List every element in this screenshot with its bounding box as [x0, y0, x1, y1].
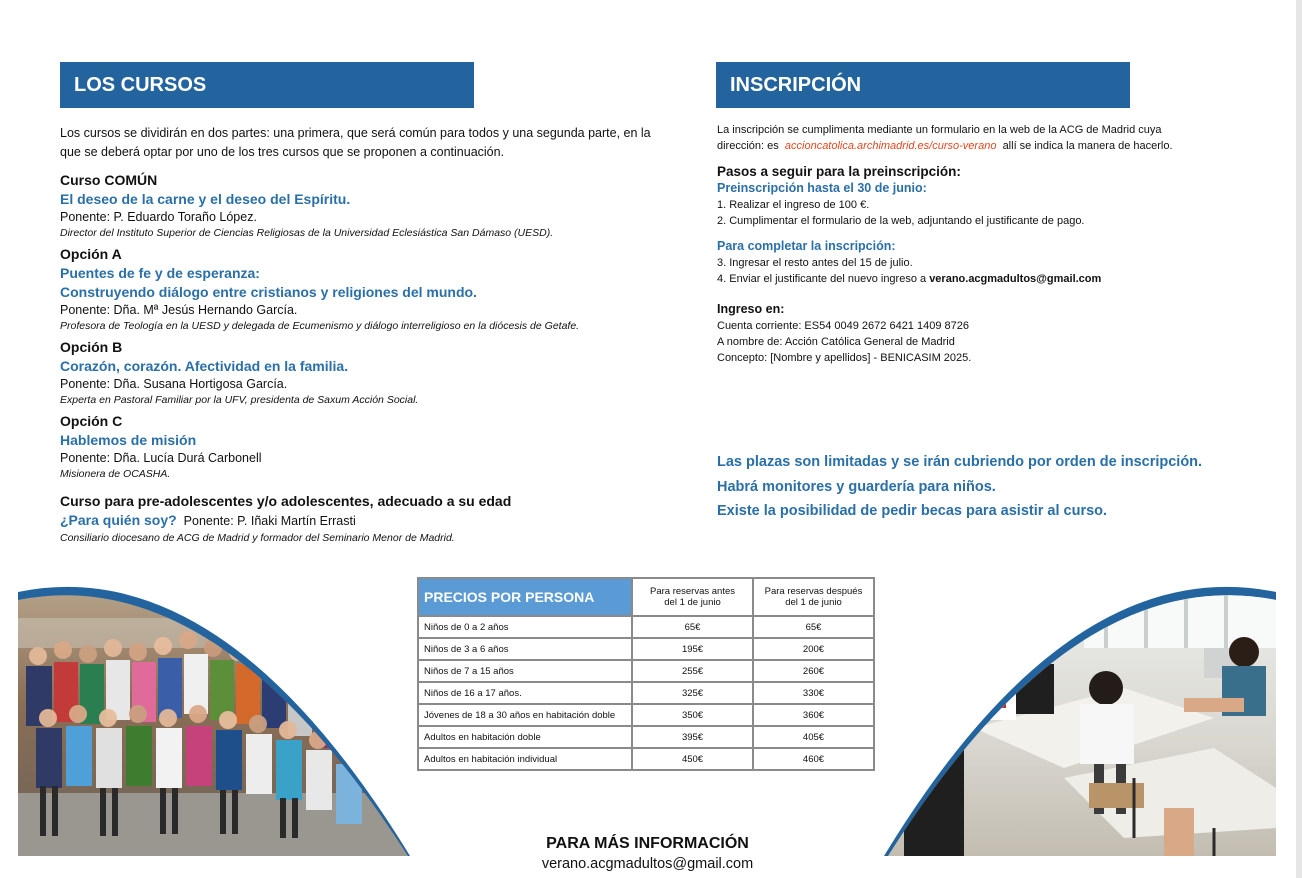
adolescentes-label: Curso para pre-adolescentes y/o adolescentes, adecuado a su edad — [60, 493, 512, 509]
price-after: 200€ — [753, 638, 874, 660]
note-plazas: Las plazas son limitadas y se irán cubriendo por orden de inscripción. — [717, 454, 1203, 470]
opcion-c-ponente: Ponente: Dña. Lucía Durá Carbonell — [60, 451, 262, 465]
comp-step-4-email[interactable]: verano.acgmadultos@gmail.com — [929, 273, 1102, 285]
pasos-title: Pasos a seguir para la preinscripción: — [717, 164, 961, 179]
price-row-label: Adultos en habitación doble — [418, 726, 632, 748]
info-block — [520, 834, 775, 874]
notes-block — [717, 450, 1277, 524]
inscripcion-text2-post: allí se indica la manera de hacerlo. — [1002, 140, 1173, 152]
completar-title: Para completar la inscripción: — [717, 239, 896, 253]
price-after: 65€ — [753, 616, 874, 638]
price-after: 330€ — [753, 682, 874, 704]
classroom-photo — [884, 578, 1276, 858]
info-title: PARA MÁS INFORMACIÓN — [546, 835, 749, 852]
classroom-photo-image — [884, 578, 1276, 858]
opcion-a-title2: Construyendo diálogo entre cristianos y religiones del mundo. — [60, 284, 477, 300]
group-photo-image — [18, 578, 410, 858]
price-after: 405€ — [753, 726, 874, 748]
price-row-label: Niños de 7 a 15 años — [418, 660, 632, 682]
price-row-label: Niños de 0 a 2 años — [418, 616, 632, 638]
price-before: 255€ — [632, 660, 753, 682]
prices-col-after — [753, 578, 874, 616]
prices-col-before-line2: del 1 de junio — [664, 597, 721, 608]
price-before: 395€ — [632, 726, 753, 748]
opcion-a-ponente: Ponente: Dña. Mª Jesús Hernando García. — [60, 303, 298, 317]
concepto: Concepto: [Nombre y apellidos] - BENICASIM 2025. — [717, 352, 972, 364]
opcion-c-label: Opción C — [60, 413, 123, 429]
prices-col-after-line2: del 1 de junio — [785, 597, 842, 608]
prices-header: PRECIOS POR PERSONA — [418, 578, 632, 616]
a-nombre-de: A nombre de: Acción Católica General de Madrid — [717, 336, 955, 348]
opcion-b-ponente: Ponente: Dña. Susana Hortigosa García. — [60, 377, 288, 391]
opcion-a-label: Opción A — [60, 246, 122, 262]
inscripcion-header — [716, 62, 1130, 108]
cursos-section — [60, 124, 660, 550]
page-edge — [1296, 0, 1302, 878]
comp-step-4-text: 4. Enviar el justificante del nuevo ingreso a — [717, 273, 927, 285]
price-after: 460€ — [753, 748, 874, 770]
adolescentes-title: ¿Para quién soy? — [60, 512, 177, 528]
preinscripcion-title: Preinscripción hasta el 30 de junio: — [717, 181, 927, 195]
prices-col-after-line1: Para reservas después — [764, 586, 863, 597]
cursos-header — [60, 62, 474, 108]
ingreso-title: Ingreso en: — [717, 302, 785, 316]
table-row — [418, 638, 874, 660]
price-after: 360€ — [753, 704, 874, 726]
price-before: 325€ — [632, 682, 753, 704]
opcion-b-title: Corazón, corazón. Afectividad en la familia. — [60, 358, 349, 374]
curso-comun-ponente: Ponente: P. Eduardo Toraño López. — [60, 210, 257, 224]
opcion-c-title: Hablemos de misión — [60, 432, 197, 448]
inscripcion-text1: La inscripción se cumplimenta mediante un formulario en la web de la ACG de Madrid cuya — [717, 124, 1162, 136]
prices-header-row — [418, 578, 874, 616]
price-before: 65€ — [632, 616, 753, 638]
curso-comun-label: Curso COMÚN — [60, 172, 158, 188]
adolescentes-cargo: Consiliario diocesano de ACG de Madrid y formador del Seminario Menor de Madrid. — [60, 532, 455, 544]
price-row-label: Niños de 16 a 17 años. — [418, 682, 632, 704]
adolescentes-ponente: Ponente: P. Iñaki Martín Errasti — [183, 514, 356, 528]
price-before: 350€ — [632, 704, 753, 726]
pre-step-1: 1. Realizar el ingreso de 100 €. — [717, 199, 870, 211]
price-before: 195€ — [632, 638, 753, 660]
pre-step-2: 2. Cumplimentar el formulario de la web, adjuntando el justificante de pago. — [717, 215, 1085, 227]
curso-comun-cargo: Director del Instituto Superior de Ciencias Religiosas de la Universidad Eclesiástica San Dámaso (UESD). — [60, 227, 554, 239]
inscripcion-text2 — [717, 138, 1277, 154]
price-before: 450€ — [632, 748, 753, 770]
opcion-b-label: Opción B — [60, 339, 123, 355]
table-row — [418, 660, 874, 682]
table-row — [418, 682, 874, 704]
inscripcion-text2-pre: dirección: es — [717, 140, 779, 152]
note-monitores: Habrá monitores y guardería para niños. — [717, 478, 996, 495]
table-row — [418, 726, 874, 748]
inscripcion-section — [717, 122, 1277, 366]
price-row-label: Niños de 3 a 6 años — [418, 638, 632, 660]
cursos-header-text: LOS CURSOS — [74, 74, 207, 96]
opcion-a-title1: Puentes de fe y de esperanza: — [60, 265, 260, 281]
price-after: 260€ — [753, 660, 874, 682]
opcion-a-cargo: Profesora de Teología en la UESD y delegada de Ecumenismo y diálogo interreligioso en la diócesis de Getafe. — [60, 320, 580, 332]
price-row-label: Adultos en habitación individual — [418, 748, 632, 770]
comp-step-3: 3. Ingresar el resto antes del 15 de julio. — [717, 257, 913, 269]
table-row — [418, 704, 874, 726]
opcion-b-cargo: Experta en Pastoral Familiar por la UFV, presidenta de Saxum Acción Social. — [60, 394, 419, 406]
group-photo — [18, 578, 410, 858]
prices-col-before — [632, 578, 753, 616]
info-email[interactable]: verano.acgmadultos@gmail.com — [541, 856, 754, 872]
curso-comun-title: El deseo de la carne y el deseo del Espíritu. — [60, 191, 351, 207]
inscripcion-header-text: INSCRIPCIÓN — [730, 74, 862, 96]
cursos-intro: Los cursos se dividirán en dos partes: una primera, que será común para todos y una segunda parte, en la que se deberá optar por uno de los tres cursos que se proponen a continuación. — [60, 126, 651, 159]
note-becas: Existe la posibilidad de pedir becas para asistir al curso. — [717, 503, 1108, 519]
prices-table — [417, 577, 875, 771]
price-row-label: Jóvenes de 18 a 30 años en habitación doble — [418, 704, 632, 726]
cuenta-corriente: Cuenta corriente: ES54 0049 2672 6421 1409 8726 — [717, 320, 969, 332]
inscripcion-web-link[interactable]: accioncatolica.archimadrid.es/curso-verano — [784, 140, 997, 152]
adolescentes-line — [60, 511, 660, 531]
opcion-c-cargo: Misionera de OCASHA. — [60, 468, 171, 480]
table-row — [418, 616, 874, 638]
table-row — [418, 748, 874, 770]
prices-col-before-line1: Para reservas antes — [650, 586, 736, 597]
comp-step-4 — [717, 271, 1277, 287]
